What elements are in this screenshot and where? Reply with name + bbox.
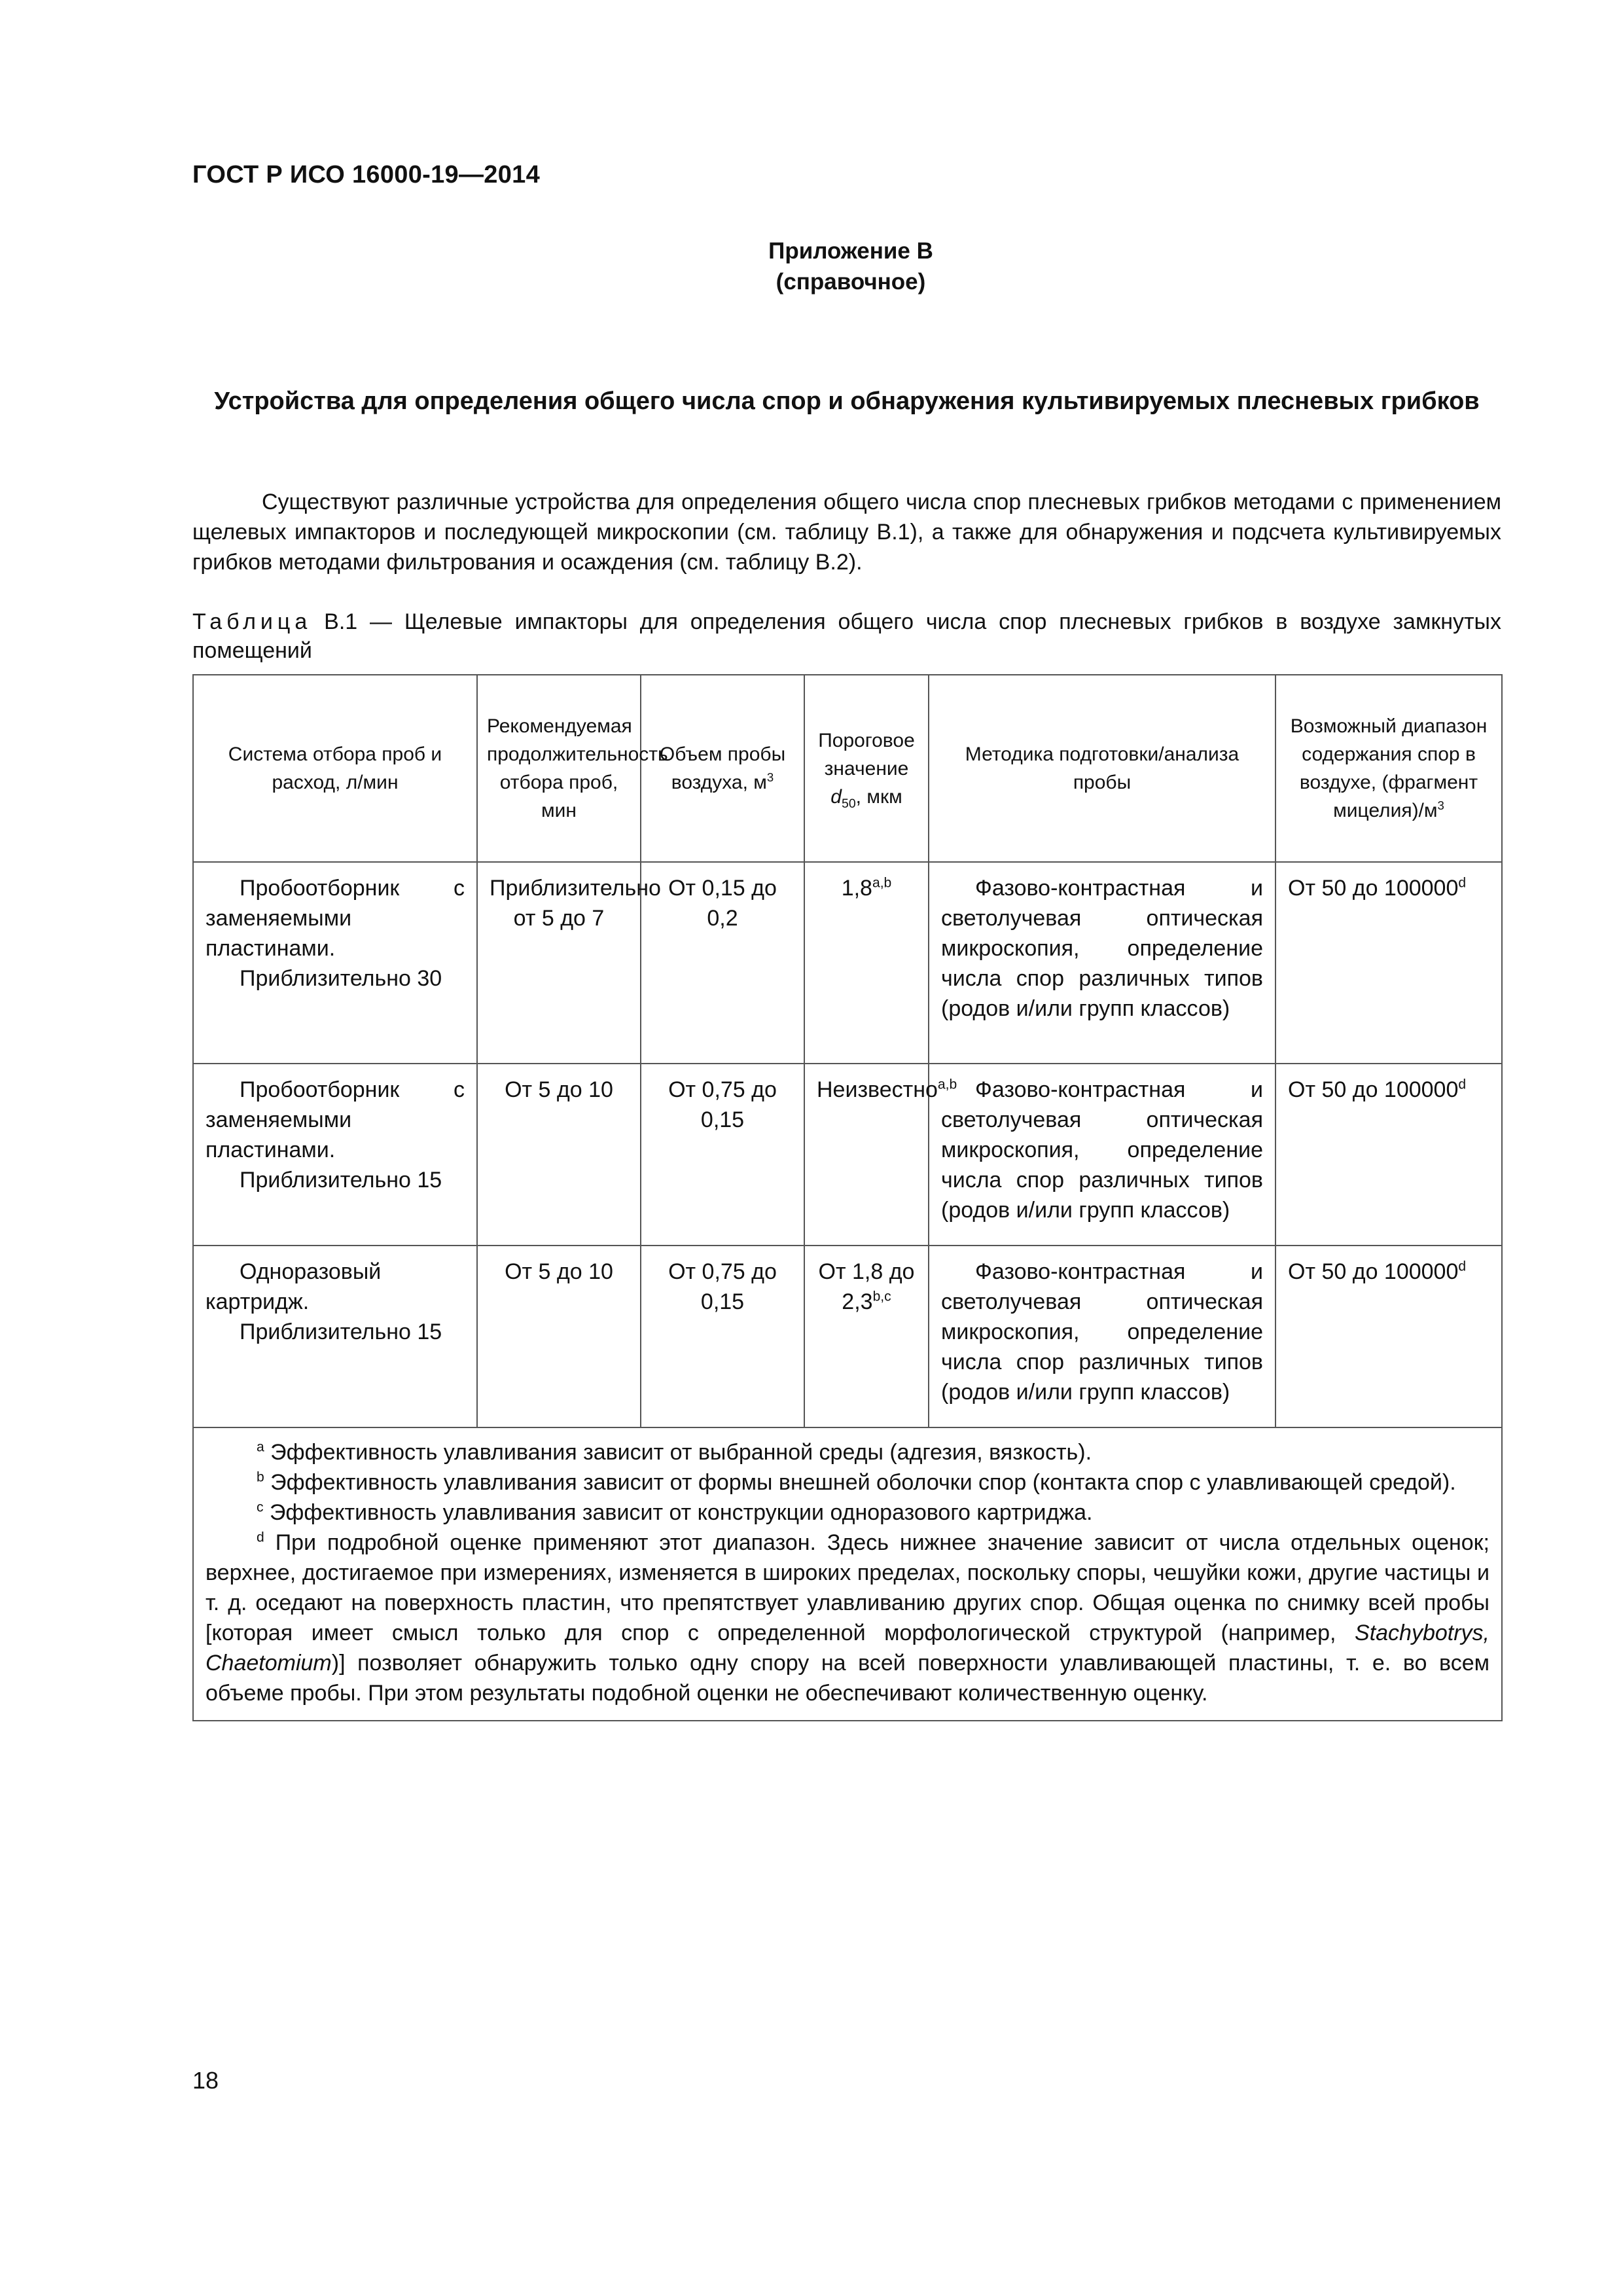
impactor-table — [192, 674, 1503, 1721]
cell-range: От 50 до 100000$^d$ — [1275, 862, 1502, 1064]
cell-method: Фазово-контрастная и светолучевая оптическая микроскопия, определение числа спор различных типов (родов и/или групп классов) — [929, 1064, 1275, 1246]
note-c: $^c$ Эффективность улавливания зависит от конструкции одноразового картриджа. — [257, 1499, 1093, 1525]
cell-volume: От 0,75 до 0,15 — [641, 1246, 804, 1427]
cell-threshold: 1,8$^{a,b}$ — [804, 862, 929, 1064]
header-duration: Рекомендуемая продолжительность отбора проб, мин — [477, 675, 641, 862]
header-method: Методика подготовки/анализа пробы — [929, 675, 1275, 862]
table-caption-text: В.1 — Щелевые импакторы для определения общего числа спор плесневых грибков в воздухе замкнутых помещений — [192, 609, 1501, 663]
table-caption — [192, 607, 1501, 665]
cell-volume: От 0,75 до 0,15 — [641, 1064, 804, 1246]
cell-threshold: От 1,8 до 2,3$^{b,c}$ — [804, 1246, 929, 1427]
table-notes-row — [193, 1427, 1502, 1721]
table-row — [193, 1064, 1502, 1246]
cell-volume: От 0,15 до 0,2 — [641, 862, 804, 1064]
note-a: $^a$ Эффективность улавливания зависит от выбранной среды (адгезия, вязкость). — [257, 1439, 1092, 1465]
note-d: $^d$ При подробной оценке применяют этот диапазон. Здесь нижнее значение зависит от числа отдельных оценок; верхнее, достигаемое при измерениях, изменяется в широких пределах, поскольку споры, чешуйки кожи, другие частицы и т. д. оседают на поверхность пластин, что препятствует улавливанию других спор. Общая оценка по снимку всей пробы [которая имеет смысл только для спор с определенной морфологической структурой (например, Stachybotrys, Chaetomium)] позволяет обнаружить только одну спору на всей поверхности улавливающей пластины, т. е. во всем объеме пробы. При этом результаты подобной оценки не обеспечивают количественную оценку. — [205, 1530, 1489, 1706]
cell-method: Фазово-контрастная и светолучевая оптическая микроскопия, определение числа спор различных типов (родов и/или групп классов) — [929, 862, 1275, 1064]
table-row — [193, 1246, 1502, 1427]
section-title: Устройства для определения общего числа спор и обнаружения культивируемых плесневых грибков — [214, 387, 1480, 415]
cell-sampler: Одноразовый картридж. Приблизительно 15 — [193, 1246, 477, 1427]
cell-threshold: Неизвестно$^{a,b}$ — [804, 1064, 929, 1246]
cell-sampler: Пробоотборник с заменяемыми пластинами. Приблизительно 30 — [193, 862, 477, 1064]
cell-range: От 50 до 100000$^d$ — [1275, 1246, 1502, 1427]
header-threshold: Пороговое значение $d_{50}$, мкм — [804, 675, 929, 862]
table-notes — [193, 1427, 1502, 1721]
table-caption-label: Таблица — [192, 609, 312, 634]
table-row — [193, 862, 1502, 1064]
table-header-row — [193, 675, 1502, 862]
appendix-title: Приложение B — [768, 238, 933, 264]
document-header: ГОСТ Р ИСО 16000-19—2014 — [192, 161, 541, 188]
cell-duration: Приблизительно от 5 до 7 — [477, 862, 641, 1064]
note-b: $^b$ Эффективность улавливания зависит от формы внешней оболочки спор (контакта спор с улавливающей средой). — [257, 1469, 1456, 1495]
cell-duration: От 5 до 10 — [477, 1246, 641, 1427]
page-number: 18 — [192, 2067, 219, 2094]
header-range: Возможный диапазон содержания спор в воздухе, (фрагмент $мицелия)/м^3$ — [1275, 675, 1502, 862]
cell-method: Фазово-контрастная и светолучевая оптическая микроскопия, определение числа спор различных типов (родов и/или групп классов) — [929, 1246, 1275, 1427]
cell-sampler: Пробоотборник с заменяемыми пластинами. Приблизительно 15 — [193, 1064, 477, 1246]
appendix-heading — [0, 236, 1623, 297]
cell-range: От 50 до 100000$^d$ — [1275, 1064, 1502, 1246]
header-volume: Объем пробы воздуха, $м^3$ — [641, 675, 804, 862]
header-sampler: Система отбора проб и расход, л/мин — [193, 675, 477, 862]
cell-duration: От 5 до 10 — [477, 1064, 641, 1246]
appendix-subtitle: (справочное) — [776, 269, 926, 295]
intro-paragraph: Существуют различные устройства для определения общего числа спор плесневых грибков методами с применением щелевых импакторов и последующей микроскопии (см. таблицу В.1), а также для обнаружения и подсчета культивируемых грибков методами фильтрования и осаждения (см. таблицу В.2). — [192, 490, 1501, 575]
